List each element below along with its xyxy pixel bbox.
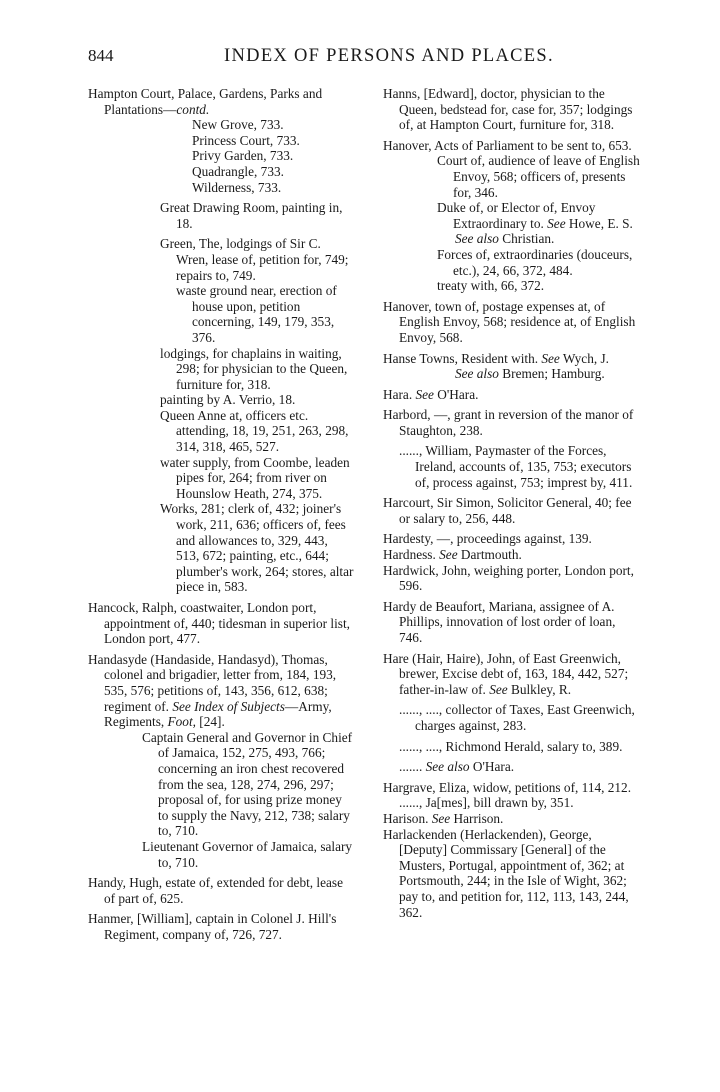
entry-heading <box>88 651 354 730</box>
index-entry-hancock: Hancock, Ralph, coastwaiter, London port, appointment of, 440; tidesman in superior list, London port, 477. <box>88 600 350 647</box>
subentry <box>455 231 641 247</box>
subentry: Works, 281; clerk of, 432; joiner's work, 211, 636; officers of, fees and allowances to, 329, 443, 513, 672; painting, etc., 644; plumber's work, 264; stores, altar piece in, 583. <box>160 501 354 595</box>
index-entry-harbord <box>383 407 641 490</box>
index-entry-hargrave <box>383 780 641 811</box>
index-entry-hampton-court <box>88 86 354 595</box>
entry-text: O'Hara. <box>433 386 479 402</box>
entry-heading-text: Hampton Court, Palace, Gardens, Parks and Plantations— <box>88 86 323 117</box>
cross-reference: See also <box>425 759 470 775</box>
cross-reference: See <box>431 810 451 826</box>
subentry: lodgings, for chaplains in waiting, 298; for physician to the Queen, furniture for, 318. <box>160 345 348 392</box>
entry-heading <box>88 86 354 117</box>
entry-text: Wych, J. <box>559 350 610 366</box>
entry-heading: Hargrave, Eliza, widow, petitions of, 114, 212. <box>383 779 632 795</box>
subentry: painting by A. Verrio, 18. <box>160 392 296 408</box>
subentry: water supply, from Coombe, leaden pipes for, 264; from river on Hounslow Heath, 274, 375. <box>160 454 350 501</box>
entry-text: Bremen; Hamburg. <box>498 366 605 382</box>
entry-text: Handasyde (Handaside, Handasyd), Thomas, colonel and brigadier, letter from, 184, 193, 535, 576; petitions of, 143, 356, 612, 638; regiment of. <box>88 651 337 714</box>
cross-reference: See <box>439 547 458 563</box>
subentry: Wilderness, 733. <box>192 179 282 195</box>
index-entry-hare <box>383 651 641 775</box>
entry-heading <box>383 350 641 367</box>
entry-text: Hare (Hair, Haire), John, of East Greenwich, brewer, Excise debt of, 163, 184, 442, 527; father-in-law of. <box>383 650 629 697</box>
entry-text: [24]. <box>195 714 225 730</box>
entry-text: Hardness. <box>383 547 440 563</box>
entry-text: Duke of, or Elector of, Envoy Extraordinary to. <box>437 200 596 231</box>
index-entry-hardy: Hardy de Beaufort, Mariana, assignee of A. Phillips, innovation of lost order of loan, 746. <box>383 598 616 645</box>
entry-heading: Harbord, —, grant in reversion of the manor of Staughton, 238. <box>383 407 634 438</box>
entry-text: Harison. <box>383 810 432 826</box>
index-entry-hara <box>383 387 641 403</box>
cross-reference: See <box>541 350 560 366</box>
index-column-left <box>88 86 354 942</box>
index-entry-hanover <box>383 138 641 294</box>
subentry: Court of, audience of leave of English Envoy, 568; officers of, presents for, 346. <box>437 153 640 200</box>
index-entry-hardesty: Hardesty, —, proceedings against, 139. <box>383 531 592 547</box>
subentry: Princess Court, 733. <box>192 132 300 148</box>
subentry <box>399 759 641 775</box>
running-title: INDEX OF PERSONS AND PLACES. <box>224 46 554 66</box>
cross-reference: See <box>489 681 508 697</box>
subentry: Forces of, extraordinaries (douceurs, etc.), 24, 66, 372, 484. <box>437 246 633 278</box>
entry-text: Christian. <box>498 231 555 247</box>
entry-text: ....... <box>399 759 423 775</box>
cross-reference: Foot, <box>167 714 196 730</box>
page-header <box>88 46 660 70</box>
index-entry-hanover-town: Hanover, town of, postage expenses at, of English Envoy, 568; residence at, of English Envoy, 568. <box>383 298 636 345</box>
subentry <box>455 366 641 382</box>
entry-text: O'Hara. <box>469 759 515 775</box>
subentry: treaty with, 66, 372. <box>437 278 545 294</box>
cross-reference: See <box>415 386 434 402</box>
index-entry-hanmer: Hanmer, [William], captain in Colonel J. Hill's Regiment, company of, 726, 727. <box>88 911 337 942</box>
subentry: ......, ...., Richmond Herald, salary to, 389. <box>399 738 623 754</box>
index-entry-handasyde <box>88 652 354 870</box>
entry-text: —Army, Regiments, <box>104 698 332 730</box>
subentry: Quadrangle, 733. <box>192 163 284 179</box>
entry-text: Dartmouth. <box>457 547 522 563</box>
index-entry-hardwick: Hardwick, John, weighing porter, London port, 596. <box>383 562 634 594</box>
subentry <box>437 200 641 231</box>
page-number: 844 <box>88 46 114 65</box>
subentry: Great Drawing Room, painting in, 18. <box>160 200 343 231</box>
subentry: ......, Ja[mes], bill drawn by, 351. <box>399 795 574 811</box>
subentry: ......, ...., collector of Taxes, East Greenwich, charges against, 283. <box>399 702 635 733</box>
subentry: New Grove, 733. <box>192 117 284 133</box>
index-entry-hanns: Hanns, [Edward], doctor, physician to the Queen, bedstead for, case for, 357; lodgings of, at Hampton Court, furniture for, 318. <box>383 86 633 133</box>
entry-heading: Hanover, Acts of Parliament to be sent to, 653. <box>383 137 632 153</box>
subentry: Privy Garden, 733. <box>192 148 294 164</box>
entry-text: Hara. <box>383 386 416 402</box>
entry-heading <box>383 650 641 698</box>
entry-text: Bulkley, R. <box>507 681 572 697</box>
cross-reference: See also <box>455 231 499 247</box>
entry-text: Howe, E. S. <box>565 215 633 231</box>
subentry: Green, The, lodgings of Sir C. Wren, lease of, petition for, 749; repairs to, 749. <box>160 236 349 283</box>
cross-reference: See also <box>455 366 499 382</box>
index-entry-handy: Handy, Hugh, estate of, extended for debt, lease of part of, 625. <box>88 875 344 906</box>
subentry: ......, William, Paymaster of the Forces, Ireland, accounts of, 135, 753; executors of, process against, 753; imprest by, 411. <box>399 443 633 490</box>
subentry: Queen Anne at, officers etc. attending, 18, 19, 251, 263, 298, 314, 318, 465, 527. <box>160 407 349 455</box>
cross-reference: See <box>547 215 566 231</box>
subentry: waste ground near, erection of house upon, petition concerning, 149, 179, 353, 376. <box>176 283 337 345</box>
contd-label: contd. <box>176 101 210 117</box>
subentry: Lieutenant Governor of Jamaica, salary to, 710. <box>142 838 353 870</box>
index-entry-harison <box>383 811 641 827</box>
entry-text: Harrison. <box>450 810 504 826</box>
cross-reference: See Index of Subjects <box>172 698 285 714</box>
index-entry-hardness <box>383 547 641 563</box>
index-entry-harcourt: Harcourt, Sir Simon, Solicitor General, 40; fee or salary to, 256, 448. <box>383 495 632 526</box>
index-column-right <box>383 86 641 920</box>
subentry: Captain General and Governor in Chief of Jamaica, 152, 275, 493, 766; concerning an iron chest recovered from the sea, 128, 274, 296, 297; proposal of, for using prize money to supply the Navy, 212, 738; salary to, 710. <box>142 729 353 839</box>
index-entry-harlackenden: Harlackenden (Herlackenden), George, [Deputy] Commissary [General] of the Musters, Portugal, appointment of, 362; at Portsmouth, 244; in the Isle of Wight, 362; pay to, and petition for, 112, 113, 143, 244, 362. <box>383 826 629 920</box>
entry-text: Hanse Towns, Resident with. <box>383 350 542 366</box>
index-entry-hanse-towns <box>383 351 641 382</box>
